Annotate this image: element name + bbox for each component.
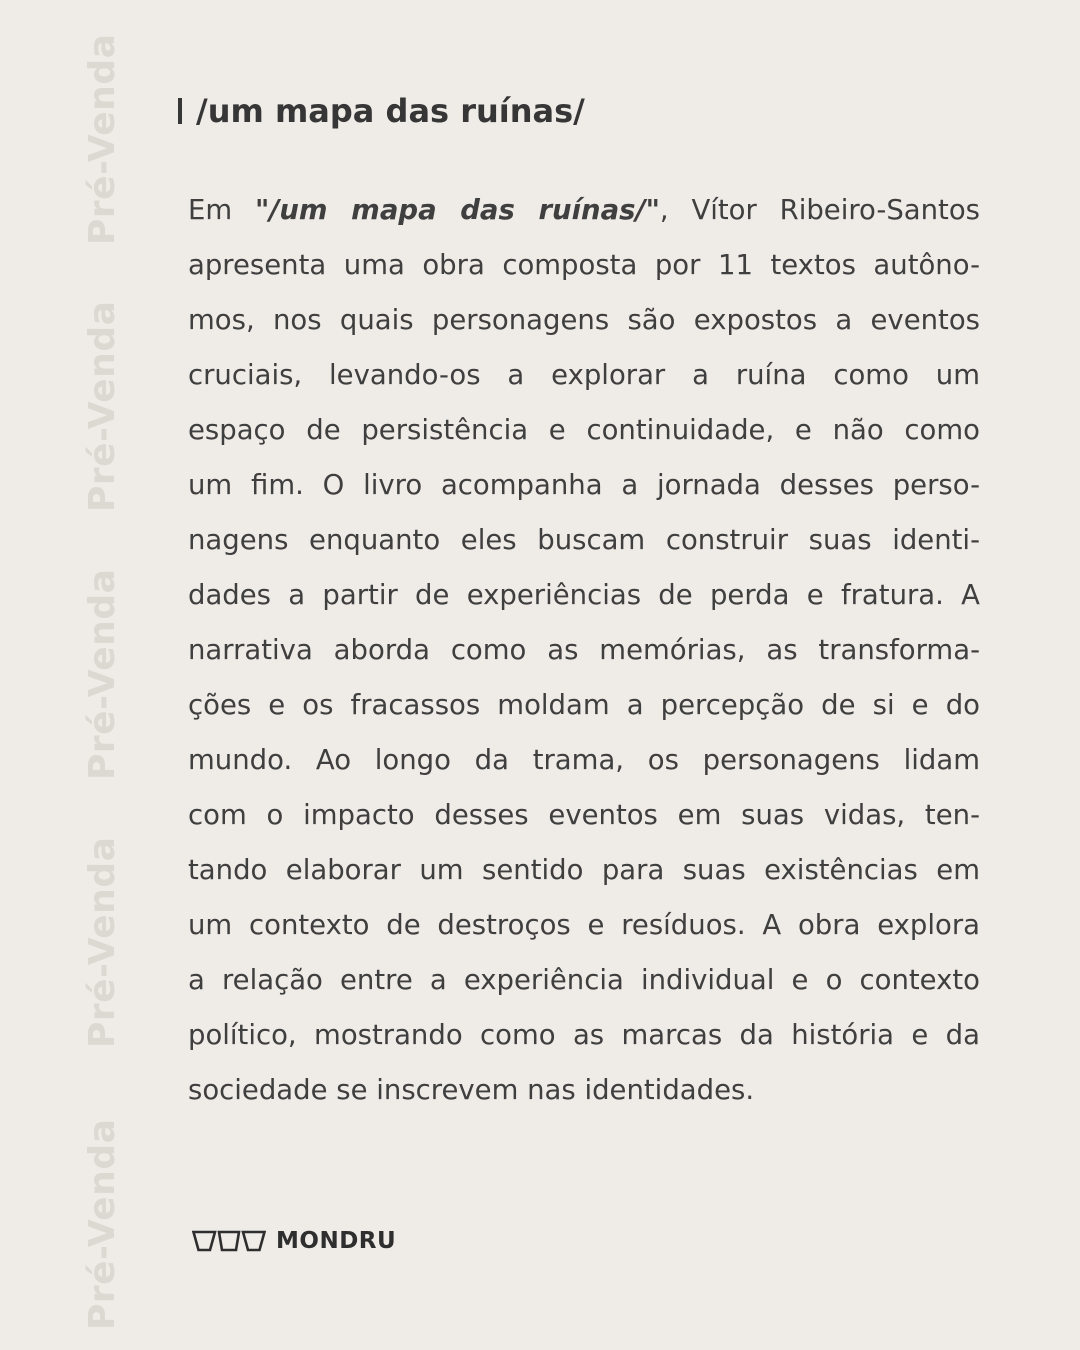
page-title: [178, 92, 585, 130]
pre-venda-label: Pré-Venda: [82, 1118, 123, 1330]
synopsis-line: dades a partir de experiências de perda e fratura. A: [188, 579, 980, 611]
synopsis-line: sociedade se inscrevem nas identidades.: [188, 1074, 755, 1106]
synopsis-line: um fim. O livro acompanha a jornada desses perso-: [188, 469, 980, 501]
synopsis-line: político, mostrando como as marcas da história e da: [188, 1019, 980, 1051]
synopsis-text: [188, 183, 980, 1118]
mondru-wordmark: MONDRU: [276, 1228, 397, 1254]
pre-venda-label: Pré-Venda: [82, 33, 123, 245]
synopsis-line: mundo. Ao longo da trama, os personagens lidam: [188, 744, 980, 776]
synopsis-line: narrativa aborda como as memórias, as transforma-: [188, 634, 980, 666]
pre-venda-banner: [0, 0, 123, 1350]
mondru-logo: [192, 1228, 396, 1254]
pre-venda-label: Pré-Venda: [82, 836, 123, 1048]
title-text: /um mapa das ruínas/: [196, 92, 585, 130]
mondru-logo-icon: [192, 1230, 266, 1252]
pre-venda-label: Pré-Venda: [82, 568, 123, 780]
title-bar-accent: [178, 98, 182, 124]
pre-venda-label: Pré-Venda: [82, 300, 123, 512]
synopsis-line: apresenta uma obra composta por 11 textos autôno-: [188, 249, 980, 281]
synopsis-line: com o impacto desses eventos em suas vidas, ten-: [188, 799, 980, 831]
synopsis-line: nagens enquanto eles buscam construir suas identi-: [188, 524, 980, 556]
synopsis-line: tando elaborar um sentido para suas existências em: [188, 854, 980, 886]
synopsis-line: a relação entre a experiência individual e o contexto: [188, 964, 980, 996]
synopsis-line: um contexto de destroços e resíduos. A obra explora: [188, 909, 980, 941]
synopsis-line: ções e os fracassos moldam a percepção de si e do: [188, 689, 980, 721]
synopsis-line: [188, 183, 980, 238]
synopsis-line: mos, nos quais personagens são expostos a eventos: [188, 304, 980, 336]
synopsis-line: cruciais, levando-os a explorar a ruína como um: [188, 359, 980, 391]
synopsis-line: espaço de persistência e continuidade, e não como: [188, 414, 980, 446]
book-title-emphasis: "/um mapa das ruínas/": [254, 194, 660, 226]
synopsis-line-rest: , Vítor Ribeiro-Santos: [659, 194, 980, 226]
synopsis-line-lead: Em: [188, 194, 255, 226]
